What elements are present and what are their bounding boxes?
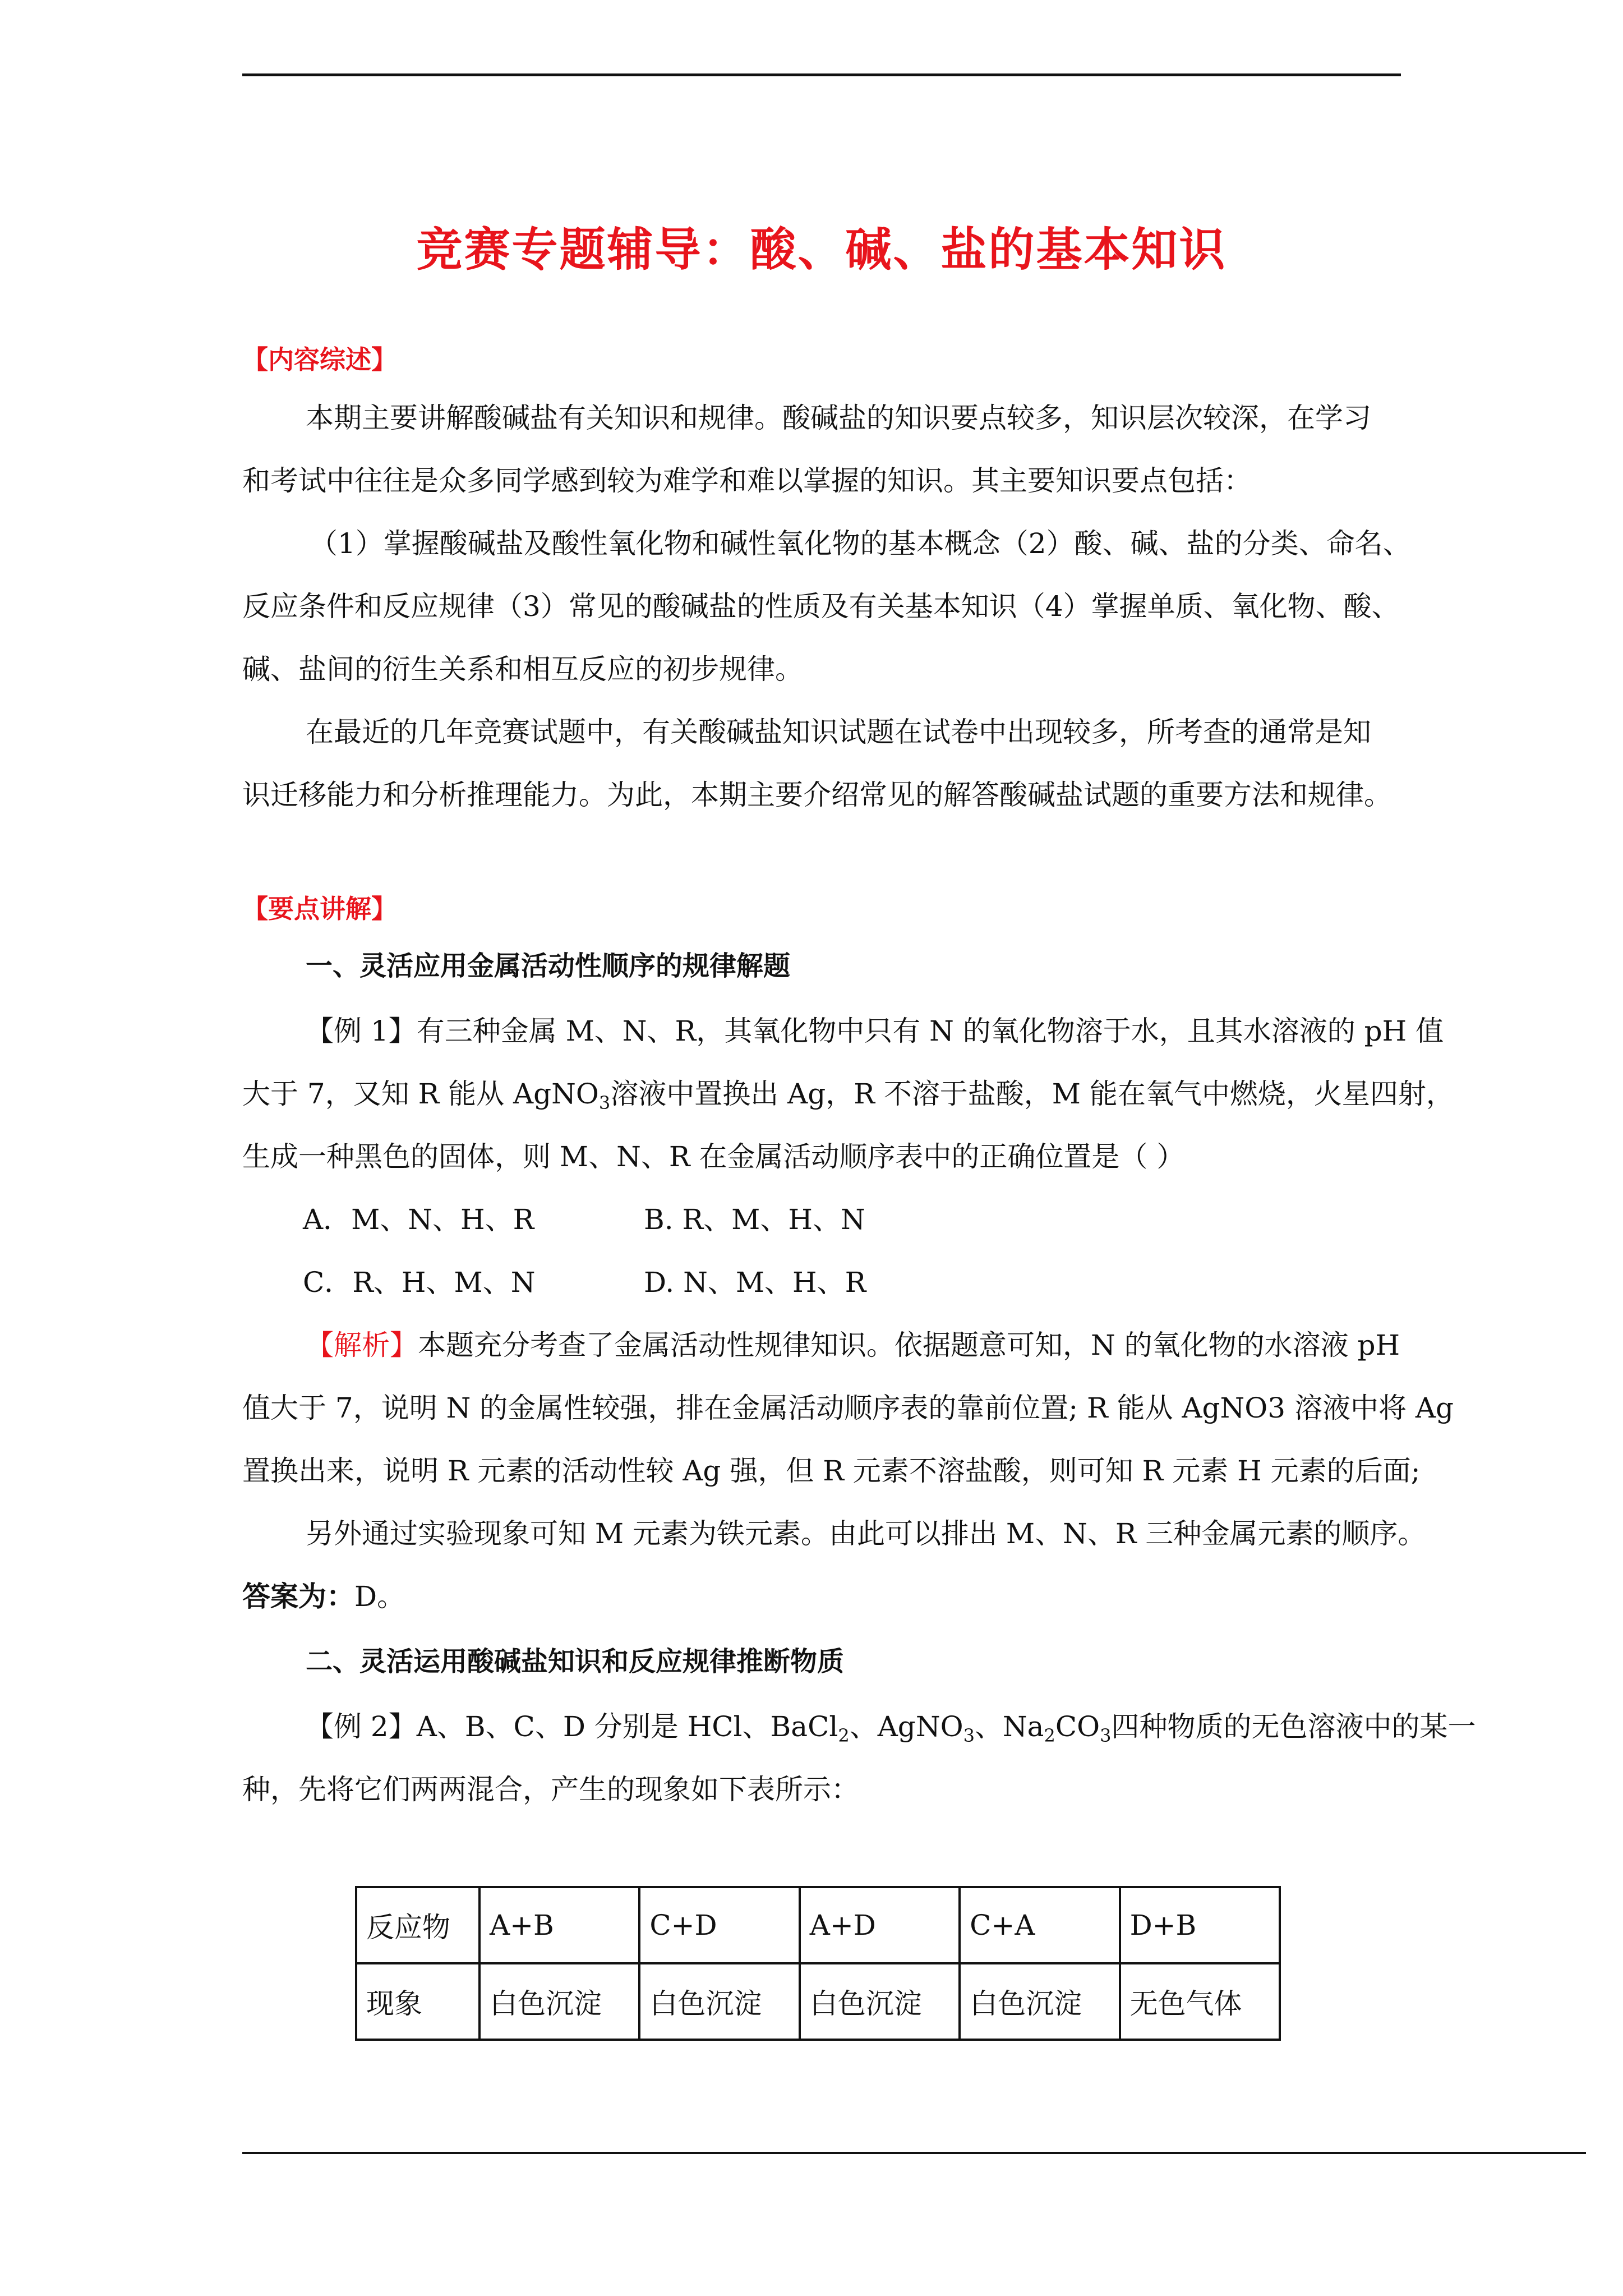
summary-line-6: 在最近的几年竞赛试题中，有关酸碱盐知识试题在试卷中出现较多，所考查的通常是知 <box>306 716 1371 748</box>
example1-line-3: 生成一种黑色的固体，则 M、N、R 在金属活动顺序表中的正确位置是（ ） <box>242 1140 1185 1173</box>
summary-line-3: （1）掌握酸碱盐及酸性氧化物和碱性氧化物的基本概念（2）酸、碱、盐的分类、命名、 <box>310 527 1411 560</box>
table-cell: 现象 <box>356 1963 479 2040</box>
table-row <box>356 1963 1280 2040</box>
example1-line-1: 【例 1】有三种金属 M、N、R，其氧化物中只有 N 的氧化物溶于水，且其水溶液的 pH 值 <box>306 1015 1444 1047</box>
table-cell: 白色沉淀 <box>479 1963 639 2040</box>
analysis-line-1: 【解析】本题充分考查了金属活动性规律知识。依据题意可知，N 的氧化物的水溶液 pH <box>306 1329 1400 1361</box>
summary-line-7: 识迁移能力和分析推理能力。为此，本期主要介绍常见的解答酸碱盐试题的重要方法和规律。 <box>242 779 1392 811</box>
table-cell: 白色沉淀 <box>639 1963 799 2040</box>
option-a: A．M、N、H、R <box>303 1203 534 1236</box>
header-rule <box>242 73 1401 76</box>
table-cell: 反应物 <box>356 1887 479 1963</box>
reaction-table <box>355 1886 1281 2041</box>
page-title: 竞赛专题辅导：酸、碱、盐的基本知识 <box>416 223 1227 277</box>
answer-value: D。 <box>354 1580 405 1613</box>
section-label-key-points: 【要点讲解】 <box>242 894 397 924</box>
table-row <box>356 1887 1280 1963</box>
table-cell: C+D <box>639 1887 799 1963</box>
summary-line-1: 本期主要讲解酸碱盐有关知识和规律。酸碱盐的知识要点较多，知识层次较深，在学习 <box>306 402 1371 434</box>
example2-line-1: 【例 2】A、B、C、D 分别是 HCl、BaCl$_2$、AgNO$_3$、$Na_2CO_3$四种物质的无色溶液中的某一 <box>306 1710 1476 1746</box>
table-cell: D+B <box>1120 1887 1280 1963</box>
analysis-label: 【解析】 <box>306 1329 418 1361</box>
option-c: C．R、H、M、N <box>303 1266 536 1299</box>
table-cell: A+D <box>800 1887 960 1963</box>
table-cell: 白色沉淀 <box>800 1963 960 2040</box>
table-cell: C+A <box>960 1887 1119 1963</box>
table-cell: 无色气体 <box>1120 1963 1280 2040</box>
summary-line-2: 和考试中往往是众多同学感到较为难学和难以掌握的知识。其主要知识要点包括： <box>242 464 1252 497</box>
option-d: D. N、M、H、R <box>644 1266 866 1299</box>
footer-rule <box>242 2152 1586 2154</box>
answer-label: 答案为： <box>242 1580 354 1613</box>
example2-line-2: 种，先将它们两两混合，产生的现象如下表所示： <box>242 1773 859 1806</box>
example1-line-2: 大于 7，又知 R 能从 AgNO$_3$溶液中置换出 Ag，R 不溶于盐酸，M 能在氧气中燃烧，火星四射， <box>242 1078 1454 1114</box>
answer-line <box>242 1565 405 1628</box>
analysis-line-2: 值大于 7，说明 N 的金属性较强，排在金属活动顺序表的靠前位置; R 能从 AgNO3 溶液中将 Ag <box>242 1392 1454 1424</box>
heading-acid-base-salt: 二、灵活运用酸碱盐知识和反应规律推断物质 <box>306 1646 845 1677</box>
section-label-summary: 【内容综述】 <box>242 344 397 375</box>
analysis-line-3: 置换出来，说明 R 元素的活动性较 Ag 强，但 R 元素不溶盐酸，则可知 R 元素 H 元素的后面; <box>242 1455 1421 1487</box>
table-cell: 白色沉淀 <box>960 1963 1119 2040</box>
heading-metal-activity: 一、灵活应用金属活动性顺序的规律解题 <box>306 950 791 982</box>
analysis-line-4: 另外通过实验现象可知 M 元素为铁元素。由此可以排出 M、N、R 三种金属元素的顺序。 <box>306 1517 1426 1550</box>
summary-line-4: 反应条件和反应规律（3）常见的酸碱盐的性质及有关基本知识（4）掌握单质、氧化物、酸、 <box>242 590 1400 623</box>
option-b: B. R、M、H、N <box>644 1203 865 1236</box>
table-cell: A+B <box>479 1887 639 1963</box>
summary-line-5: 碱、盐间的衍生关系和相互反应的初步规律。 <box>242 653 803 685</box>
